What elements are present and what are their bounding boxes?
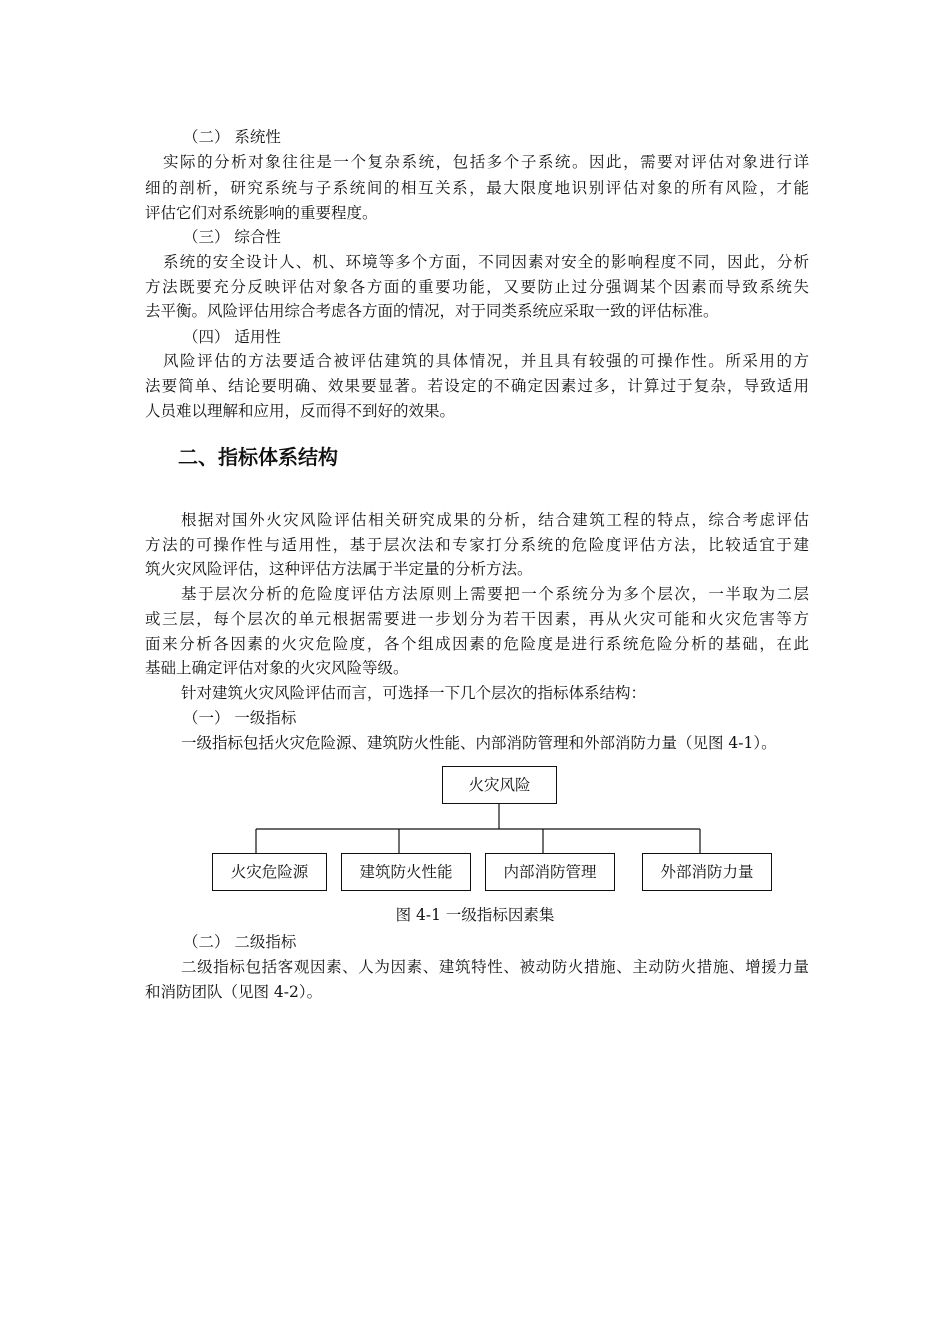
paragraph-line: 或三层，每个层次的单元根据需要进一步划分为若干因素，再从火灾可能和火灾危害等方 — [145, 610, 809, 628]
section-title-comprehensive: （三） 综合性 — [183, 228, 281, 246]
diagram-node-hazard: 火灾危险源 — [212, 853, 327, 891]
paragraph-line: 评估它们对系统影响的重要程度。 — [145, 204, 378, 222]
section-title-applicability: （四） 适用性 — [183, 328, 281, 346]
paragraph-line: 基础上确定评估对象的火灾风险等级。 — [145, 659, 409, 677]
paragraph-line: 针对建筑火灾风险评估而言，可选择一下几个层次的指标体系结构： — [181, 684, 647, 702]
paragraph-line: 细的剖析，研究系统与子系统间的相互关系，最大限度地识别评估对象的所有风险，才能 — [145, 179, 809, 197]
diagram-node-external: 外部消防力量 — [642, 853, 772, 891]
paragraph-line: 实际的分析对象往往是一个复杂系统，包括多个子系统。因此，需要对评估对象进行详 — [163, 153, 809, 171]
paragraph-line: 一级指标包括火灾危险源、建筑防火性能、内部消防管理和外部消防力量（见图 4-1）。 — [181, 734, 777, 752]
section-title-level1: （一） 一级指标 — [183, 709, 297, 727]
paragraph-line: 风险评估的方法要适合被评估建筑的具体情况，并且具有较强的可操作性。所采用的方 — [163, 352, 809, 370]
figure-caption: 图 4-1 一级指标因素集 — [395, 906, 555, 924]
paragraph-line: 二级指标包括客观因素、人为因素、建筑特性、被动防火措施、主动防火措施、增援力量 — [181, 958, 809, 976]
paragraph-line: 和消防团队（见图 4-2）。 — [145, 983, 323, 1001]
paragraph-line: 筑火灾风险评估，这种评估方法属于半定量的分析方法。 — [145, 560, 533, 578]
paragraph-line: 根据对国外火灾风险评估相关研究成果的分析，结合建筑工程的特点，综合考虑评估 — [181, 511, 809, 529]
section-title-level2: （二） 二级指标 — [183, 933, 297, 951]
paragraph-line: 方法的可操作性与适用性，基于层次法和专家打分系统的危险度评估方法，比较适宜于建 — [145, 536, 809, 554]
diagram-node-building: 建筑防火性能 — [341, 853, 471, 891]
paragraph-line: 法要简单、结论要明确、效果要显著。若设定的不确定因素过多，计算过于复杂，导致适用 — [145, 377, 809, 395]
paragraph-line: 面来分析各因素的火灾危险度，各个组成因素的危险度是进行系统危险分析的基础，在此 — [145, 635, 809, 653]
paragraph-line: 人员难以理解和应用，反而得不到好的效果。 — [145, 402, 456, 420]
paragraph-line: 系统的安全设计人、机、环境等多个方面，不同因素对安全的影响程度不同，因此，分析 — [163, 253, 809, 271]
diagram-node-internal: 内部消防管理 — [485, 853, 615, 891]
diagram-root-node: 火灾风险 — [442, 766, 557, 804]
paragraph-line: 方法既要充分反映评估对象各方面的重要功能，又要防止过分强调某个因素而导致系统失 — [145, 278, 809, 296]
paragraph-line: 基于层次分析的危险度评估方法原则上需要把一个系统分为多个层次，一半取为二层 — [181, 585, 809, 603]
chapter-heading: 二、指标体系结构 — [178, 445, 338, 469]
paragraph-line: 去平衡。风险评估用综合考虑各方面的情况，对于同类系统应采取一致的评估标准。 — [145, 302, 719, 320]
section-title-systematic: （二） 系统性 — [183, 128, 281, 146]
